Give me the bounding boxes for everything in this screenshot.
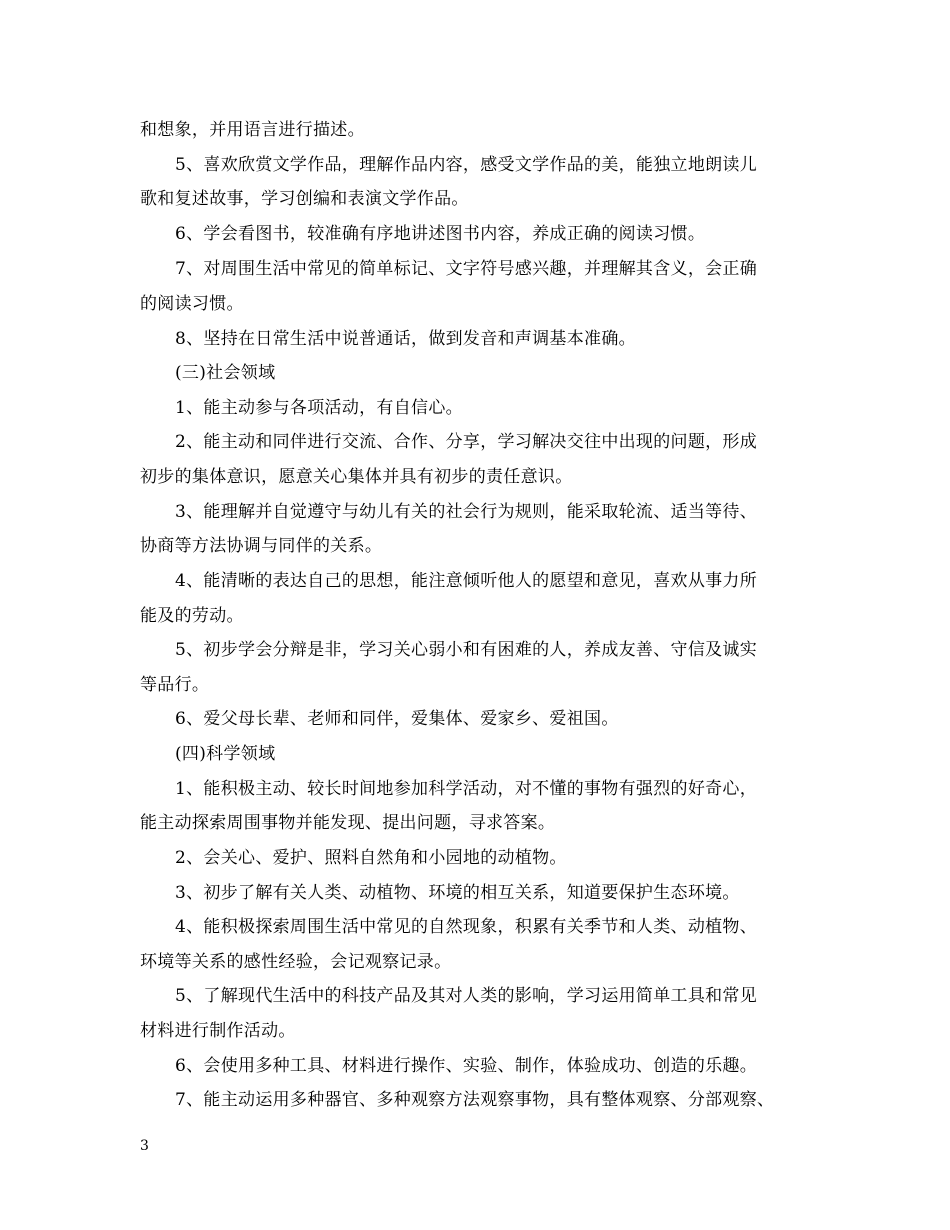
text-line: 5、初步学会分辩是非，学习关心弱小和有困难的人，养成友善、守信及诚实 xyxy=(175,640,758,660)
text-line: 歌和复述故事，学习创编和表演文学作品。 xyxy=(140,189,469,209)
section-heading: (三)社会领域 xyxy=(175,363,276,383)
text-line: 5、了解现代生活中的科技产品及其对人类的影响，学习运用简单工具和常见 xyxy=(175,986,758,1006)
text-line: 7、对周围生活中常见的简单标记、文字符号感兴趣，并理解其含义，会正确 xyxy=(175,259,758,279)
text-line: 环境等关系的感性经验，会记观察记录。 xyxy=(140,952,452,972)
text-line: 材料进行制作活动。 xyxy=(140,1021,296,1041)
text-line: 1、能主动参与各项活动，有自信心。 xyxy=(175,398,463,418)
text-line: 2、能主动和同伴进行交流、合作、分享，学习解决交往中出现的问题，形成 xyxy=(175,432,758,452)
text-line: 3、初步了解有关人类、动植物、环境的相互关系，知道要保护生态环境。 xyxy=(175,883,740,903)
page-number: 3 xyxy=(140,1138,149,1154)
text-line: 协商等方法协调与同伴的关系。 xyxy=(140,536,383,556)
text-line: 8、坚持在日常生活中说普通话，做到发音和声调基本准确。 xyxy=(175,329,636,349)
text-line: 能及的劳动。 xyxy=(140,606,244,626)
text-line: 3、能理解并自觉遵守与幼儿有关的社会行为规则，能采取轮流、适当等待、 xyxy=(175,502,758,522)
text-line: 6、会使用多种工具、材料进行操作、实验、制作，体验成功、创造的乐趣。 xyxy=(175,1056,758,1076)
text-line: 的阅读习惯。 xyxy=(140,294,244,314)
text-line: 初步的集体意识，愿意关心集体并具有初步的责任意识。 xyxy=(140,467,573,487)
text-line: 能主动探索周围事物并能发现、提出问题，寻求答案。 xyxy=(140,813,556,833)
text-line: 5、喜欢欣赏文学作品，理解作品内容，感受文学作品的美，能独立地朗读儿 xyxy=(175,155,758,175)
text-line: 4、能积极探索周围生活中常见的自然现象，积累有关季节和人类、动植物、 xyxy=(175,917,758,937)
text-line: 2、会关心、爱护、照料自然角和小园地的动植物。 xyxy=(175,848,567,868)
text-line: 4、能清晰的表达自己的思想，能注意倾听他人的愿望和意见，喜欢从事力所 xyxy=(175,571,758,591)
section-heading: (四)科学领域 xyxy=(175,744,276,764)
text-line: 等品行。 xyxy=(140,675,210,695)
text-line: 和想象，并用语言进行描述。 xyxy=(140,120,365,140)
text-line: 6、爱父母长辈、老师和同伴，爱集体、爱家乡、爱祖国。 xyxy=(175,709,619,729)
text-line: 6、学会看图书，较准确有序地讲述图书内容，养成正确的阅读习惯。 xyxy=(175,224,706,244)
text-line: 1、能积极主动、较长时间地参加科学活动，对不懂的事物有强烈的好奇心， xyxy=(175,779,758,799)
text-line: 7、能主动运用多种器官、多种观察方法观察事物，具有整体观察、分部观察、 xyxy=(175,1090,775,1110)
